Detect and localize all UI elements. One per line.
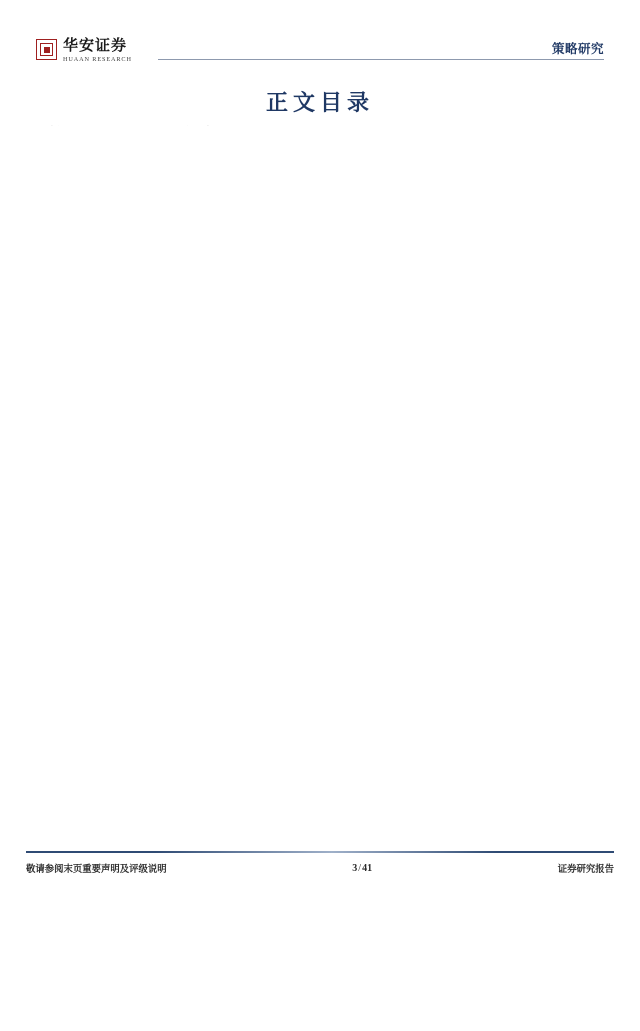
page-title: 正文目录 bbox=[265, 90, 374, 115]
page-number-current: 3 bbox=[352, 862, 358, 874]
page-footer bbox=[26, 861, 614, 875]
huaan-seal-icon bbox=[36, 39, 57, 60]
brand-name-en: HUAAN RESEARCH bbox=[63, 56, 132, 63]
header-divider bbox=[158, 59, 604, 60]
company-logo bbox=[36, 38, 132, 64]
footer-divider bbox=[26, 851, 614, 853]
page-number-total: 41 bbox=[362, 862, 373, 874]
table-of-contents bbox=[28, 126, 612, 865]
brand-text bbox=[63, 38, 132, 64]
page-header bbox=[36, 38, 604, 72]
footer-disclaimer: 敬请参阅末页重要声明及评级说明 bbox=[26, 865, 167, 875]
report-category-label: 策略研究 bbox=[551, 42, 604, 56]
brand-name-cn: 华安证券 bbox=[63, 38, 128, 54]
toc-entry-page bbox=[28, 126, 640, 1031]
page-number-separator: / bbox=[358, 862, 362, 874]
footer-report-type: 证券研究报告 bbox=[557, 865, 614, 875]
page-number bbox=[352, 863, 372, 874]
